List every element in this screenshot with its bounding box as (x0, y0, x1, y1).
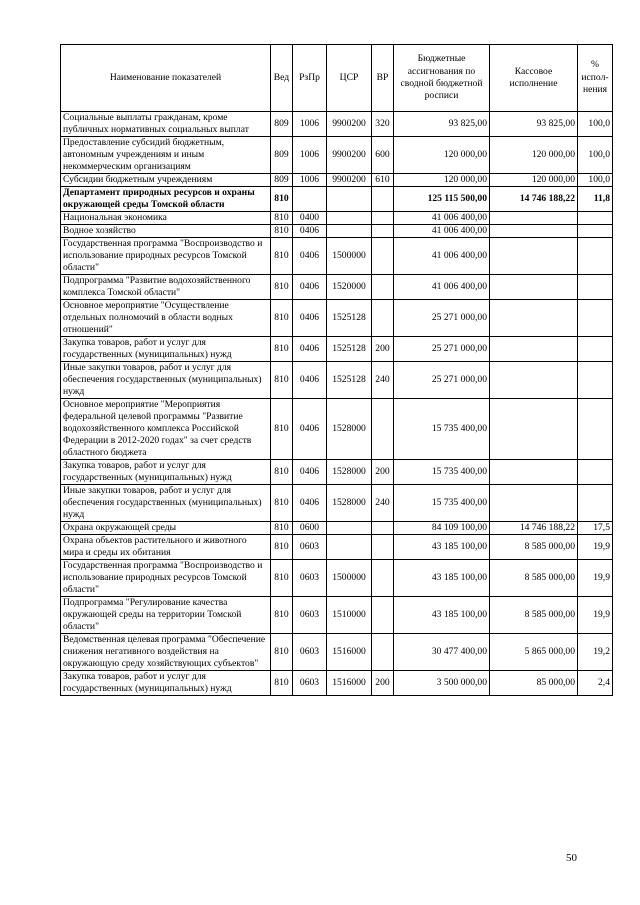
cell-ved: 810 (271, 535, 293, 560)
cell-vr (372, 522, 394, 535)
cell-csr (327, 187, 372, 212)
cell-vr: 200 (372, 337, 394, 362)
cell-ved: 810 (271, 671, 293, 696)
cell-assignments: 93 825,00 (394, 112, 490, 137)
cell-percent (578, 460, 613, 485)
table-row (61, 522, 613, 535)
table-row (61, 337, 613, 362)
cell-ved: 809 (271, 137, 293, 174)
cell-ved: 810 (271, 225, 293, 238)
header-vr: ВР (372, 45, 394, 112)
cell-cash-execution (490, 485, 578, 522)
cell-cash-execution (490, 212, 578, 225)
cell-cash-execution (490, 275, 578, 300)
header-cash-execution: Кассовое исполнение (490, 45, 578, 112)
cell-csr (327, 522, 372, 535)
cell-rzpr: 0406 (293, 362, 327, 399)
cell-percent: 19,9 (578, 597, 613, 634)
table-row (61, 535, 613, 560)
table-row (61, 671, 613, 696)
cell-rzpr: 0603 (293, 671, 327, 696)
cell-rzpr: 0406 (293, 399, 327, 460)
table-row (61, 275, 613, 300)
cell-rzpr: 0406 (293, 238, 327, 275)
cell-percent (578, 337, 613, 362)
cell-assignments: 84 109 100,00 (394, 522, 490, 535)
header-assignments: Бюджетные ассигнования по сводной бюджетной росписи (394, 45, 490, 112)
cell-percent: 100,0 (578, 137, 613, 174)
cell-name: Национальная экономика (61, 212, 271, 225)
cell-vr (372, 560, 394, 597)
cell-csr (327, 212, 372, 225)
cell-csr: 1525128 (327, 337, 372, 362)
cell-rzpr: 0603 (293, 597, 327, 634)
cell-assignments: 43 185 100,00 (394, 597, 490, 634)
cell-assignments: 41 006 400,00 (394, 275, 490, 300)
cell-vr: 200 (372, 671, 394, 696)
cell-cash-execution: 120 000,00 (490, 137, 578, 174)
cell-ved: 810 (271, 362, 293, 399)
cell-percent (578, 238, 613, 275)
cell-percent (578, 212, 613, 225)
cell-percent: 100,0 (578, 112, 613, 137)
cell-cash-execution (490, 337, 578, 362)
cell-percent: 19,9 (578, 535, 613, 560)
cell-assignments: 25 271 000,00 (394, 362, 490, 399)
cell-percent (578, 399, 613, 460)
cell-vr (372, 634, 394, 671)
cell-cash-execution: 8 585 000,00 (490, 560, 578, 597)
cell-cash-execution: 14 746 188,22 (490, 187, 578, 212)
cell-csr: 1528000 (327, 485, 372, 522)
cell-ved: 810 (271, 399, 293, 460)
cell-ved: 810 (271, 300, 293, 337)
cell-csr: 1528000 (327, 460, 372, 485)
header-percent: % испол-нения (578, 45, 613, 112)
cell-name: Иные закупки товаров, работ и услуг для обеспечения государственных (муниципальных) нужд (61, 485, 271, 522)
cell-ved: 810 (271, 275, 293, 300)
cell-percent (578, 225, 613, 238)
cell-assignments: 43 185 100,00 (394, 535, 490, 560)
cell-cash-execution (490, 300, 578, 337)
table-row (61, 112, 613, 137)
cell-assignments: 120 000,00 (394, 137, 490, 174)
cell-vr: 610 (372, 174, 394, 187)
cell-assignments: 15 735 400,00 (394, 399, 490, 460)
cell-rzpr: 0406 (293, 300, 327, 337)
cell-vr (372, 399, 394, 460)
cell-assignments: 30 477 400,00 (394, 634, 490, 671)
cell-csr: 9900200 (327, 112, 372, 137)
page-number: 50 (566, 852, 577, 864)
cell-name: Основное мероприятие "Мероприятия федеральной целевой программы "Развитие водохозяйственного комплекса Российской Федерации в 2012-2020 годах" за счет средств областного бюджета (61, 399, 271, 460)
cell-ved: 810 (271, 187, 293, 212)
cell-name: Закупка товаров, работ и услуг для государственных (муниципальных) нужд (61, 671, 271, 696)
cell-name: Государственная программа "Воспроизводство и использование природных ресурсов Томской области" (61, 560, 271, 597)
cell-percent: 100,0 (578, 174, 613, 187)
cell-assignments: 41 006 400,00 (394, 212, 490, 225)
cell-assignments: 25 271 000,00 (394, 300, 490, 337)
cell-rzpr: 0603 (293, 634, 327, 671)
cell-name: Государственная программа "Воспроизводство и использование природных ресурсов Томской области" (61, 238, 271, 275)
cell-name: Закупка товаров, работ и услуг для государственных (муниципальных) нужд (61, 460, 271, 485)
cell-rzpr: 1006 (293, 112, 327, 137)
cell-assignments: 125 115 500,00 (394, 187, 490, 212)
cell-vr (372, 187, 394, 212)
cell-rzpr: 0406 (293, 460, 327, 485)
cell-percent (578, 485, 613, 522)
cell-name: Ведомственная целевая программа "Обеспечение снижения негативного воздействия на окружающую среду хозяйствующих субъектов" (61, 634, 271, 671)
table-row (61, 634, 613, 671)
table-row (61, 212, 613, 225)
cell-csr (327, 225, 372, 238)
cell-vr (372, 597, 394, 634)
cell-cash-execution: 14 746 188,22 (490, 522, 578, 535)
cell-rzpr (293, 187, 327, 212)
header-ved: Вед (271, 45, 293, 112)
cell-ved: 810 (271, 212, 293, 225)
cell-ved: 810 (271, 460, 293, 485)
cell-ved: 809 (271, 174, 293, 187)
cell-csr: 1510000 (327, 597, 372, 634)
cell-csr: 1500000 (327, 238, 372, 275)
cell-ved: 810 (271, 597, 293, 634)
cell-cash-execution: 5 865 000,00 (490, 634, 578, 671)
cell-name: Субсидии бюджетным учреждениям (61, 174, 271, 187)
cell-vr: 240 (372, 485, 394, 522)
cell-cash-execution: 8 585 000,00 (490, 597, 578, 634)
cell-assignments: 15 735 400,00 (394, 485, 490, 522)
cell-vr (372, 238, 394, 275)
cell-assignments: 15 735 400,00 (394, 460, 490, 485)
table-row (61, 597, 613, 634)
cell-percent (578, 300, 613, 337)
cell-rzpr: 0406 (293, 485, 327, 522)
cell-percent: 2,4 (578, 671, 613, 696)
cell-percent: 11,8 (578, 187, 613, 212)
cell-name: Иные закупки товаров, работ и услуг для обеспечения государственных (муниципальных) нужд (61, 362, 271, 399)
table-row (61, 560, 613, 597)
cell-assignments: 120 000,00 (394, 174, 490, 187)
cell-ved: 809 (271, 112, 293, 137)
cell-vr (372, 300, 394, 337)
cell-ved: 810 (271, 634, 293, 671)
table-row (61, 187, 613, 212)
table-row (61, 485, 613, 522)
cell-cash-execution (490, 225, 578, 238)
cell-ved: 810 (271, 522, 293, 535)
cell-csr: 9900200 (327, 174, 372, 187)
cell-csr: 1528000 (327, 399, 372, 460)
cell-csr: 1525128 (327, 362, 372, 399)
table-row (61, 174, 613, 187)
header-name: Наименование показателей (61, 45, 271, 112)
cell-cash-execution (490, 362, 578, 399)
cell-rzpr: 0406 (293, 337, 327, 362)
cell-rzpr: 0406 (293, 275, 327, 300)
table-header-row (61, 45, 613, 112)
table-row (61, 225, 613, 238)
cell-percent (578, 362, 613, 399)
cell-assignments: 43 185 100,00 (394, 560, 490, 597)
cell-assignments: 41 006 400,00 (394, 225, 490, 238)
cell-rzpr: 0600 (293, 522, 327, 535)
cell-assignments: 3 500 000,00 (394, 671, 490, 696)
cell-percent: 19,2 (578, 634, 613, 671)
cell-vr (372, 275, 394, 300)
cell-percent: 17,5 (578, 522, 613, 535)
cell-rzpr: 0400 (293, 212, 327, 225)
cell-vr (372, 225, 394, 238)
cell-csr: 1516000 (327, 671, 372, 696)
cell-cash-execution (490, 238, 578, 275)
cell-name: Предоставление субсидий бюджетным, автономным учреждениям и иным некоммерческим организациям (61, 137, 271, 174)
cell-ved: 810 (271, 560, 293, 597)
cell-vr (372, 535, 394, 560)
cell-rzpr: 0603 (293, 560, 327, 597)
cell-percent (578, 275, 613, 300)
cell-name: Охрана объектов растительного и животного мира и среды их обитания (61, 535, 271, 560)
table-row (61, 238, 613, 275)
cell-name: Водное хозяйство (61, 225, 271, 238)
cell-rzpr: 0406 (293, 225, 327, 238)
cell-ved: 810 (271, 485, 293, 522)
cell-name: Подпрограмма "Развитие водохозяйственного комплекса Томской области" (61, 275, 271, 300)
table-row (61, 460, 613, 485)
cell-csr: 1516000 (327, 634, 372, 671)
table-row (61, 362, 613, 399)
cell-rzpr: 1006 (293, 174, 327, 187)
table-body (61, 112, 613, 696)
cell-name: Департамент природных ресурсов и охраны окружающей среды Томской области (61, 187, 271, 212)
cell-ved: 810 (271, 337, 293, 362)
cell-vr: 200 (372, 460, 394, 485)
cell-cash-execution: 120 000,00 (490, 174, 578, 187)
cell-vr (372, 212, 394, 225)
cell-csr: 1525128 (327, 300, 372, 337)
cell-assignments: 25 271 000,00 (394, 337, 490, 362)
table-row (61, 300, 613, 337)
cell-cash-execution: 85 000,00 (490, 671, 578, 696)
header-rzpr: РзПр (293, 45, 327, 112)
table-row (61, 137, 613, 174)
cell-vr: 240 (372, 362, 394, 399)
cell-cash-execution: 93 825,00 (490, 112, 578, 137)
cell-csr: 1500000 (327, 560, 372, 597)
cell-rzpr: 1006 (293, 137, 327, 174)
cell-ved: 810 (271, 238, 293, 275)
cell-name: Основное мероприятие "Осуществление отдельных полномочий в области водных отношений" (61, 300, 271, 337)
cell-cash-execution: 8 585 000,00 (490, 535, 578, 560)
cell-cash-execution (490, 399, 578, 460)
cell-assignments: 41 006 400,00 (394, 238, 490, 275)
cell-csr: 1520000 (327, 275, 372, 300)
cell-name: Охрана окружающей среды (61, 522, 271, 535)
cell-rzpr: 0603 (293, 535, 327, 560)
cell-name: Подпрограмма "Регулирование качества окружающей среды на территории Томской области" (61, 597, 271, 634)
cell-csr: 9900200 (327, 137, 372, 174)
budget-execution-table (60, 44, 613, 696)
cell-name: Закупка товаров, работ и услуг для государственных (муниципальных) нужд (61, 337, 271, 362)
table-row (61, 399, 613, 460)
header-csr: ЦСР (327, 45, 372, 112)
cell-percent: 19,9 (578, 560, 613, 597)
cell-name: Социальные выплаты гражданам, кроме публичных нормативных социальных выплат (61, 112, 271, 137)
cell-vr: 600 (372, 137, 394, 174)
cell-vr: 320 (372, 112, 394, 137)
cell-cash-execution (490, 460, 578, 485)
cell-csr (327, 535, 372, 560)
